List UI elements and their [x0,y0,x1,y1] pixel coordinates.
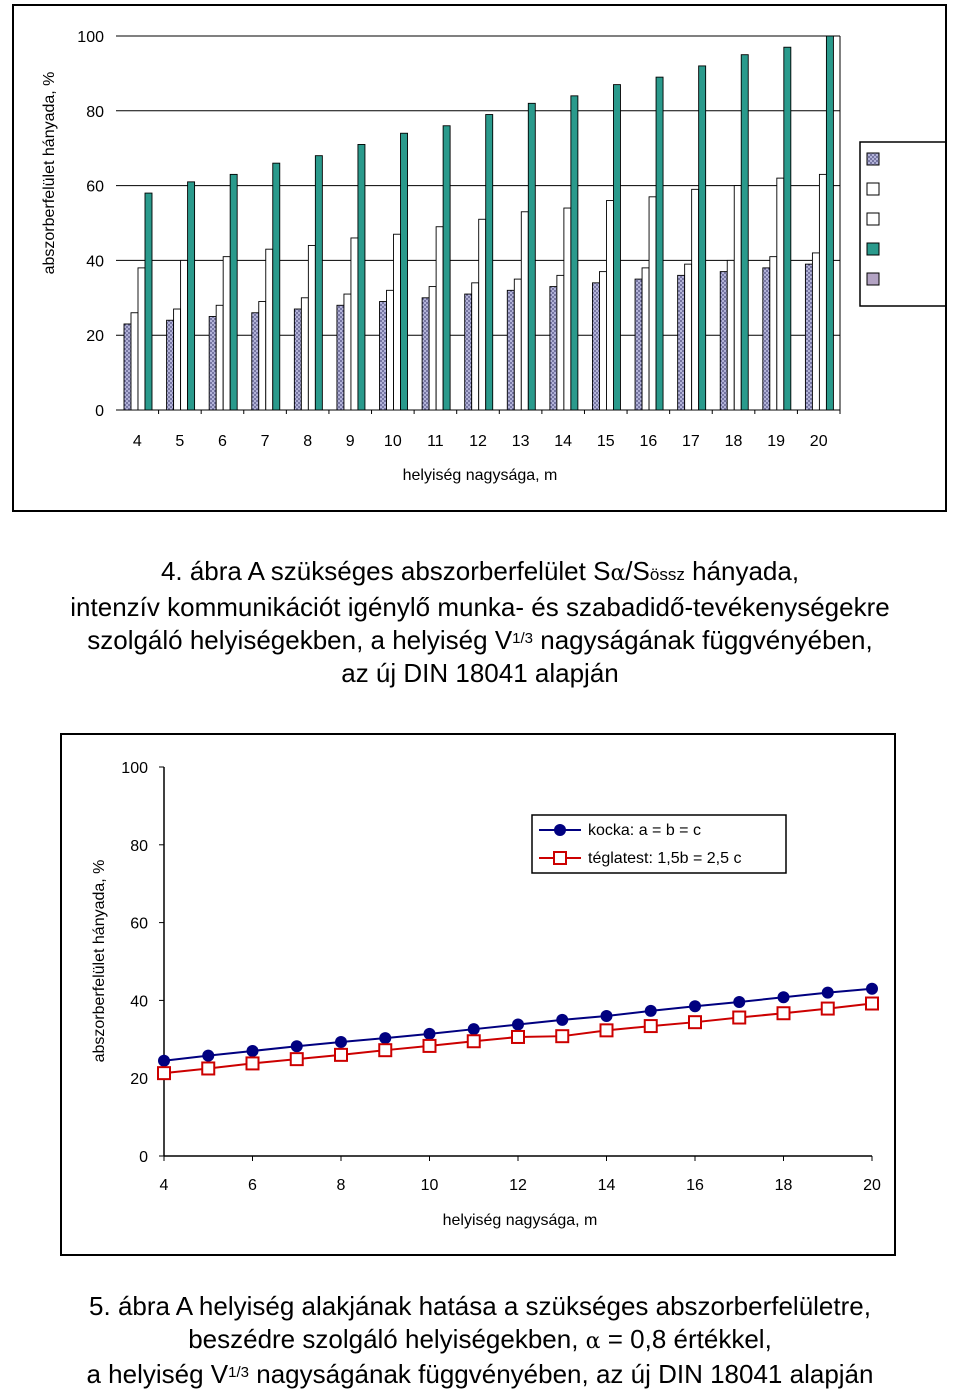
bar-20-s2 [812,253,819,410]
point-kocka-6 [247,1045,259,1057]
point-kocka-20 [866,983,878,995]
bar-14-s1 [550,287,557,410]
bar-17-s4 [699,66,706,410]
bar-17-s3 [692,189,699,410]
point-kocka-14 [601,1010,613,1022]
y-tick-label: 40 [86,253,104,271]
x-tick-label: 20 [863,1177,881,1194]
bar-10-s2 [387,290,394,410]
bar-15-s2 [599,272,606,410]
bar-4-s4 [145,193,152,410]
bar-8-s2 [301,298,308,410]
legend-marker-kocka [554,824,566,836]
legend-marker-teglatest [554,852,566,864]
figure4-caption-line4: az új DIN 18041 alapján [341,658,619,688]
bar-15-s4 [613,85,620,410]
legend-swatch-1 [867,153,879,165]
y-tick-label: 100 [77,29,104,46]
bar-18-s4 [741,55,748,410]
legend-swatch-4 [867,243,879,255]
x-tick-label: 12 [469,433,487,450]
x-tick-label: 18 [724,433,743,450]
bar-20-s4 [826,36,833,410]
figure5-caption [0,1290,960,1391]
figure4-caption [0,555,960,690]
point-kocka-10 [424,1028,436,1040]
bar-8-s3 [308,245,315,410]
bar-13-s4 [528,103,535,410]
point-teglatest-10 [424,1040,436,1052]
bar-12-s3 [479,219,486,410]
y-tick-label: 0 [139,1149,148,1166]
bar-12-s1 [465,294,472,410]
bar-19-s1 [763,268,770,410]
bar-17-s2 [685,264,692,410]
bar-5-s2 [174,309,181,410]
bar-9-s4 [358,144,365,410]
bar-4-s3 [138,268,145,410]
x-tick-label: 6 [218,433,227,450]
y-tick-label: 0 [95,403,104,420]
figure5-x-axis-label: helyiség nagysága, m [442,1212,598,1229]
x-tick-label: 5 [175,433,185,450]
x-tick-label: 10 [383,433,402,450]
x-tick-label: 12 [509,1177,527,1194]
point-teglatest-16 [689,1016,701,1028]
x-tick-label: 8 [303,433,313,450]
bar-10-s3 [394,234,401,410]
bar-16-s1 [635,279,642,410]
x-tick-label: 17 [682,433,700,450]
y-tick-label: 20 [130,1071,148,1089]
point-kocka-16 [689,1000,701,1012]
bar-16-s2 [642,268,649,410]
y-tick-label: 80 [130,837,148,855]
point-kocka-19 [822,987,834,999]
legend-swatch-5 [867,273,879,285]
x-tick-label: 6 [248,1177,257,1194]
bar-5-s3 [181,260,188,410]
bar-7-s4 [273,163,280,410]
figure5-line-chart [62,735,894,1254]
bar-4-s2 [131,313,138,410]
point-kocka-12 [512,1019,524,1031]
figure5-y-axis-label: abszorberfelület hányada, % [91,859,108,1063]
bar-19-s3 [777,178,784,410]
figure4-caption-line3: szolgáló helyiségekben, a helyiség $V^{1/3}$ nagyságának függvényében, [87,625,873,655]
point-teglatest-18 [778,1007,790,1019]
bar-12-s4 [486,115,493,410]
bar-14-s4 [571,96,578,410]
y-tick-label: 100 [121,760,148,777]
x-tick-label: 15 [596,433,615,450]
y-tick-label: 20 [86,328,104,346]
bar-7-s3 [266,249,273,410]
point-teglatest-19 [822,1003,834,1015]
x-tick-label: 8 [336,1177,346,1194]
bar-15-s1 [592,283,599,410]
point-teglatest-12 [512,1031,524,1043]
bar-17-s1 [678,275,685,410]
bar-7-s1 [252,313,259,410]
point-teglatest-13 [556,1030,568,1042]
bar-11-s1 [422,298,429,410]
bar-11-s3 [436,227,443,410]
y-tick-label: 40 [130,993,148,1011]
figure5-caption-line3: a helyiség $V^{1/3}$ nagyságának függvényében, az új DIN 18041 alapján [86,1359,874,1389]
point-teglatest-14 [601,1024,613,1036]
x-tick-label: 4 [132,433,142,450]
bar-14-s3 [564,208,571,410]
figure5-caption-line2: beszédre szolgáló helyiségekben, α = 0,8 értékkel, [188,1324,772,1354]
x-tick-label: 10 [420,1177,439,1194]
bar-11-s4 [443,126,450,410]
point-teglatest-17 [733,1012,745,1024]
point-teglatest-20 [866,998,878,1010]
bar-20-s1 [805,264,812,410]
point-kocka-13 [556,1014,568,1026]
bar-9-s3 [351,238,358,410]
figure4-bar-chart [14,6,945,510]
x-tick-label: 16 [639,433,658,450]
point-kocka-18 [778,991,790,1003]
point-kocka-11 [468,1023,480,1035]
bar-5-s1 [167,320,174,410]
bar-16-s4 [656,77,663,410]
point-kocka-17 [733,996,745,1008]
point-teglatest-9 [379,1044,391,1056]
bar-9-s1 [337,305,344,410]
x-tick-label: 14 [597,1177,616,1194]
bar-20-s3 [819,174,826,410]
legend-label-teglatest: téglatest: 1,5b = 2,5 c [588,850,742,867]
point-teglatest-4 [158,1067,170,1079]
bar-12-s2 [472,283,479,410]
point-kocka-4 [158,1055,170,1067]
point-teglatest-6 [247,1057,259,1069]
y-tick-label: 60 [86,178,104,196]
x-tick-label: 9 [345,433,355,450]
bar-14-s2 [557,275,564,410]
figure4-x-axis-label: helyiség nagysága, m [402,467,558,484]
bar-15-s3 [606,201,613,410]
bar-13-s3 [521,212,528,410]
bar-10-s1 [380,302,387,410]
bar-9-s2 [344,294,351,410]
legend-swatch-3 [867,213,879,225]
point-kocka-9 [379,1032,391,1044]
y-tick-label: 60 [130,915,148,933]
figure5-legend [532,815,786,873]
figure5-caption-line1: 5. ábra A helyiség alakjának hatása a szükséges abszorberfelületre, [89,1291,871,1321]
bar-7-s2 [259,302,266,410]
x-tick-label: 16 [686,1177,704,1194]
point-teglatest-11 [468,1035,480,1047]
x-tick-label: 13 [511,433,530,450]
bar-6-s1 [209,317,216,411]
figure4-legend [860,142,945,306]
x-tick-label: 14 [554,433,573,450]
bar-10-s4 [401,133,408,410]
x-tick-label: 19 [767,433,786,450]
x-tick-label: 11 [427,433,444,450]
figure4-chart-frame [12,4,947,512]
figure4-y-axis-label: abszorberfelület hányada, % [41,71,58,275]
bar-18-s1 [720,272,727,410]
bar-8-s1 [294,309,301,410]
bar-16-s3 [649,197,656,410]
figure5-chart-frame [60,733,896,1256]
bar-6-s2 [216,305,223,410]
bar-11-s2 [429,287,436,410]
point-kocka-7 [291,1040,303,1052]
legend-label-kocka: kocka: a = b = c [588,822,701,839]
figure4-caption-line2: intenzív kommunikációt igénylő munka- és szabadidő-tevékenységekre [70,592,890,622]
point-teglatest-15 [645,1020,657,1032]
bar-19-s2 [770,257,777,410]
legend-swatch-2 [867,183,879,195]
bar-4-s1 [124,324,131,410]
point-teglatest-5 [202,1062,214,1074]
x-tick-label: 18 [774,1177,793,1194]
bar-6-s3 [223,257,230,410]
figure4-caption-line1: 4. ábra A szükséges abszorberfelület Sα/Sössz hányada, [160,556,800,586]
bar-8-s4 [315,156,322,410]
x-tick-label: 20 [809,433,828,450]
x-tick-label: 4 [159,1177,169,1194]
point-teglatest-8 [335,1049,347,1061]
point-kocka-8 [335,1036,347,1048]
bar-13-s1 [507,290,514,410]
bar-19-s4 [784,47,791,410]
point-kocka-5 [202,1050,214,1062]
x-tick-label: 7 [260,433,270,450]
bar-5-s4 [188,182,195,410]
point-kocka-15 [645,1005,657,1017]
bar-13-s2 [514,279,521,410]
bar-6-s4 [230,174,237,410]
y-tick-label: 80 [86,103,104,121]
bar-18-s2 [727,260,734,410]
bar-18-s3 [734,186,741,410]
point-teglatest-7 [291,1053,303,1065]
